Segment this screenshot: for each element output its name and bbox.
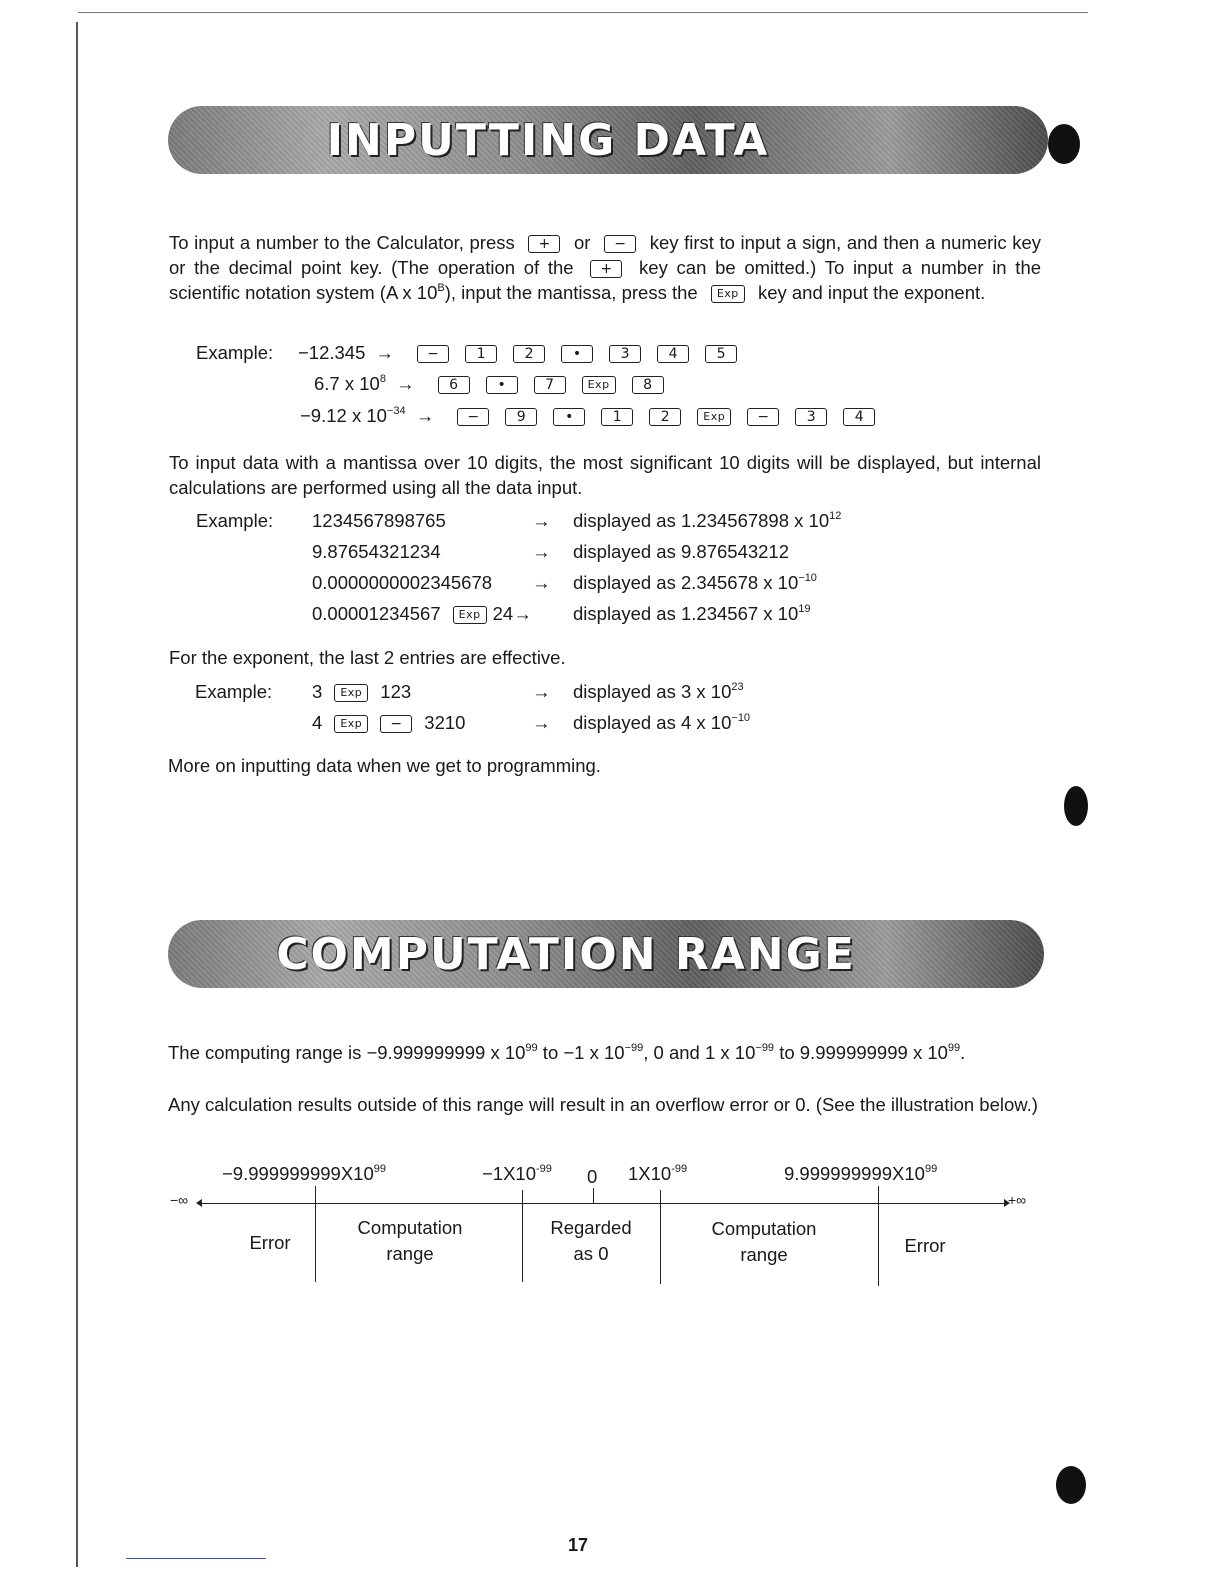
arrow: → [532,541,551,562]
plus-key: + [528,235,560,253]
region-error-left: Error [249,1232,291,1253]
intro-paragraph: To input a number to the Calculator, press + or − key first to input a sign, and then a numeric key or the decimal point key. (The operation of the + key can be omitted.) To input a number in the scientific notation system (A x $10^B$), input the mantissa, press the Exp key and input the exponent. [169,232,1042,303]
range-label-zero: 0 [587,1166,598,1187]
key: − [417,345,449,363]
arrow: → [532,510,551,531]
punch-hole-mark [1064,786,1088,826]
input-value: 9.87654321234 [312,541,441,562]
result: displayed as 3 x $10^{23}$ [573,681,744,702]
punch-hole-mark [1056,1466,1086,1504]
left-margin-rule [76,22,78,1567]
section-banner-inputting [168,106,1048,174]
mantissa-paragraph: To input data with a mantissa over 10 digits, the most significant 10 digits will be displayed, but internal calculations are performed using all the data input. [169,452,1041,498]
region-computation-neg: Computation range [357,1217,463,1264]
minus-key: − [604,235,636,253]
programming-note: More on inputting data when we get to programming. [168,755,601,776]
key: • [553,408,585,426]
range-label-pos-min: $1X10^{-99}$ [628,1163,688,1184]
example-label: Example: [195,681,273,702]
example-row: −12.345 → − 1 2 • 3 4 5 [298,342,745,364]
key: 1 [601,408,633,426]
arrow: → [532,681,551,702]
result: displayed as 1.234567 x $10^{19}$ [573,603,811,624]
key: 5 [705,345,737,363]
key: • [486,376,518,394]
boundary-line [660,1190,661,1284]
section-title: COMPUTATION RANGE [276,928,856,980]
punch-hole-mark [1048,124,1080,164]
exp-key: Exp [334,684,368,702]
key: 9 [505,408,537,426]
key: 3 [609,345,641,363]
range-label-neg-max: $-9.999999999X10^{99}$ [222,1163,386,1184]
exp-example: 3 Exp 123 [312,681,412,702]
exp-key: Exp [711,285,745,303]
key: 2 [649,408,681,426]
example-row: −9.12 x $10^{-34}$ → − 9 • 1 2 Exp − 3 4 [300,405,883,427]
key: 8 [632,376,664,394]
region-error-right: Error [904,1235,946,1256]
key: 4 [657,345,689,363]
input-value: 0.00001234567 Exp 24→ [312,603,532,624]
key: − [747,408,779,426]
top-rule [78,12,1088,13]
input-value: 0.0000000002345678 [312,572,493,593]
result: displayed as 2.345678 x $10^{-10}$ [573,572,817,593]
range-paragraph: The computing range is −9.999999999 x $10^{99}$ to −1 x $10^{-99}$, 0 and 1 x $10^{-99}$ to 9.999999999 x $10^{99}$. [168,1042,966,1063]
arrowhead-right-icon [1004,1199,1010,1207]
arrow: → [532,712,551,733]
exp-key: Exp [453,606,487,624]
region-regarded-zero: Regarded as 0 [550,1217,632,1264]
plus-key: + [590,260,622,278]
key: 1 [465,345,497,363]
number-line-axis [200,1203,1006,1204]
neg-infinity: −∞ [170,1192,189,1208]
section-title: INPUTTING DATA [326,114,770,166]
region-computation-pos: Computation range [711,1218,817,1265]
key: 2 [513,345,545,363]
overflow-paragraph: Any calculation results outside of this range will result in an overflow error or 0. (See the illustration below.) [168,1094,1038,1115]
example-row: 6.7 x $10^8 \to 6$ • 7 Exp 8 [314,373,672,395]
footer-rule [126,1558,266,1559]
section-banner-range [168,920,1044,988]
exp-key: Exp [334,715,368,733]
input-value: 1234567898765 [312,510,446,531]
boundary-line [593,1188,594,1204]
exp-key: Exp [582,376,616,394]
key: 3 [795,408,827,426]
page-number: 17 [568,1535,589,1555]
arrowhead-left-icon [196,1199,202,1207]
range-label-neg-min: $-1X10^{-99}$ [482,1163,552,1184]
boundary-line [522,1190,523,1282]
arrow: → [532,572,551,593]
range-label-pos-max: $9.999999999X10^{99}$ [784,1163,938,1184]
exp-key: Exp [697,408,731,426]
key: − [457,408,489,426]
key: • [561,345,593,363]
example-label: Example: [196,342,274,363]
minus-key: − [380,715,412,733]
exponent-paragraph: For the exponent, the last 2 entries are effective. [169,647,566,668]
result: displayed as 9.876543212 [573,541,790,562]
pos-infinity: +∞ [1008,1192,1027,1208]
key: 6 [438,376,470,394]
key: 7 [534,376,566,394]
exp-example: 4 Exp − 3210 [312,712,466,733]
result: displayed as 4 x $10^{-10}$ [573,712,751,733]
example-label: Example: [196,510,274,531]
key: 4 [843,408,875,426]
result: displayed as 1.234567898 x $10^{12}$ [573,510,842,531]
